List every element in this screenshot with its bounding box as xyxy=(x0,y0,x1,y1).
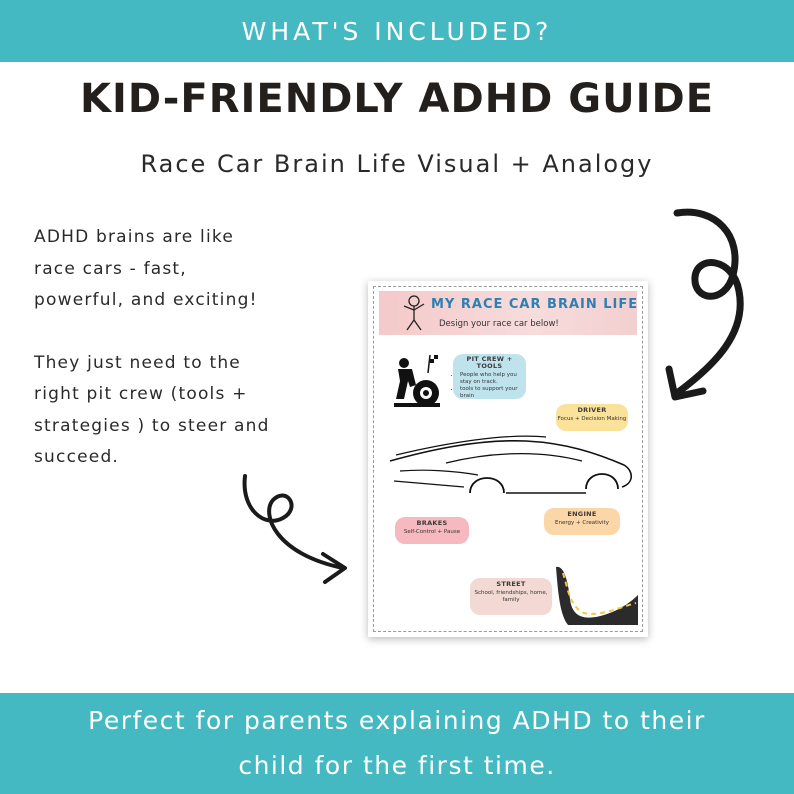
intro-text xyxy=(34,222,274,474)
loop-arrow-left-icon xyxy=(235,470,355,585)
engine-pill xyxy=(544,508,620,535)
list-item: • People who help you stay on track. xyxy=(460,372,526,386)
top-banner xyxy=(0,0,794,62)
street-text: School, friendships, home, family xyxy=(474,590,548,603)
worksheet-preview xyxy=(368,281,648,637)
worksheet-header xyxy=(379,291,637,335)
brakes-pill xyxy=(395,517,469,544)
footer-line-1: Perfect for parents explaining ADHD to their xyxy=(88,706,706,735)
road-icon xyxy=(554,563,640,627)
engine-text: Energy + Creativity xyxy=(555,520,609,526)
swirl-arrow-right-icon xyxy=(655,205,765,415)
driver-pill xyxy=(556,404,628,431)
stick-figure-icon xyxy=(401,294,427,332)
driver-title: DRIVER xyxy=(577,406,607,414)
driver-text: Focus + Decision Making xyxy=(557,416,627,422)
list-item: • tools to support your brain xyxy=(460,386,526,400)
intro-paragraph-2: They just need to the right pit crew (tools + strategies ) to steer and succeed. xyxy=(34,352,270,467)
brakes-title: BRAKES xyxy=(416,519,448,527)
engine-title: ENGINE xyxy=(567,510,597,518)
page-title: KID-FRIENDLY ADHD GUIDE xyxy=(79,76,715,122)
pit-crew-pill xyxy=(453,354,526,399)
bottom-banner xyxy=(0,693,794,794)
worksheet-subtitle: Design your race car below! xyxy=(439,319,559,329)
race-car-icon xyxy=(386,431,636,503)
intro-paragraph-1: ADHD brains are like race cars - fast, powerful, and exciting! xyxy=(34,227,258,310)
footer-line-2: child for the first time. xyxy=(238,751,556,780)
street-pill xyxy=(470,578,552,615)
pit-crew-title: PIT CREW + TOOLS xyxy=(466,355,513,370)
banner-text: WHAT'S INCLUDED? xyxy=(241,16,553,46)
street-title: STREET xyxy=(496,580,526,588)
worksheet-title: MY RACE CAR BRAIN LIFE xyxy=(431,297,639,312)
pit-crew-list xyxy=(453,372,526,400)
brakes-text: Self-Control + Pause xyxy=(403,529,461,535)
mechanic-icon xyxy=(390,353,442,409)
page-subtitle: Race Car Brain Life Visual + Analogy xyxy=(140,150,654,178)
